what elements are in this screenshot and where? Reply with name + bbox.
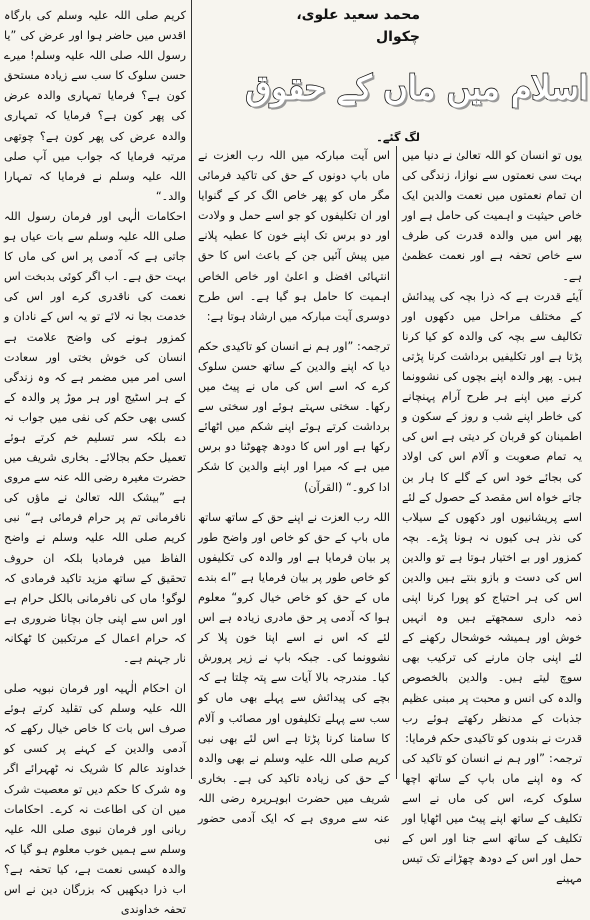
paragraph-spacer: [198, 327, 390, 337]
column-left-paragraph: کریم صلی اللہ علیہ وسلم کی بارگاہ اقدس میں حاضر ہوا اور عرض کی ”یا رسول اللہ صلی اللہ علیہ وسلم! میرے حسن سلوک کا سب سے زیادہ مستحق کون ہے؟ فرمایا تمہاری والدہ عرض کی پھر کون ہے؟ فرمایا کہ تمہاری والدہ عرض کی پھر کون ہے؟ چوتھی مرتبہ فرمایا کہ جواب میں آپ صلی اللہ علیہ وسلم نے فرمایا کہ تمہارا والد۔“: [4, 9, 186, 203]
paragraph-spacer: [198, 498, 390, 508]
column-middle-paragraph: اس آیت مبارکہ میں اللہ رب العزت نے ماں باپ دونوں کے حق کی تاکید فرمائی مگر ماں کو پھر خاص الگ کر کے گنوایا اور ان تکلیفوں کو جو اسے حمل و ولادت اور دو برس تک اپنے خون کا عطیہ پلانے میں پیش آئیں جن کے باعث اس کا حق انتہائی افضل و اعلیٰ اور خاص الخاص اہمیت کا حامل ہو گیا ہے۔ اس طرح دوسری آیت مبارکہ میں ارشاد ہوتا ہے:: [198, 149, 390, 323]
column-left-paragraph: ان احکام الٰہیہ اور فرمان نبویہ صلی اللہ علیہ وسلم کی تقلید کرتے ہوئے صرف اس بات کا خاص خیال رکھے کہ آدمی والدین کے کہنے پر کسی کو خداوند عالم کا شریک نہ ٹھہرائے اگر وہ شرک کا حکم دیں تو معصیت شرک میں ان کی اطاعت نہ کرے۔ احکامات ربانی اور فرمان نبوی صلی اللہ علیہ وسلم سے ہمیں خوب معلوم ہو گیا کہ والدہ کیسی نعمت ہے، کیا تحفہ ہے؟ اب ذرا دیکھیں کہ بزرگان دین نے اس تحفہ خداوندی: [4, 682, 186, 917]
column-right: [402, 146, 582, 886]
article-title: اسلام میں ماں کے حقوق: [245, 68, 588, 107]
column-divider-right: [396, 146, 397, 779]
column-middle-paragraph: ترجمہ: ”اور ہم نے انسان کو تاکیدی حکم دیا کہ اپنے والدین کے ساتھ حسن سلوک کرے کہ اسے اس کی ماں نے پیٹ میں رکھا۔ سختی سہتے ہوئے اور سختی سے برداشت کرتے ہوئے اپنے شکم میں اٹھائے رکھا ہے اور اس کا دودھ چھوٹنا دو برس میں ہے کہ میرا اور اپنے والدین کا شکر ادا کرو۔“ (القرآن): [198, 339, 390, 494]
paragraph-spacer: [4, 669, 186, 679]
column-right-paragraph: ترجمہ: ”اور ہم نے انسان کو تاکید کی کہ وہ اپنے ماں باپ کے ساتھ اچھا سلوک کرے، اس کی ماں نے اسے تکلیف کے ساتھ اپنے پیٹ میں اٹھایا اور تکلیف کے ساتھ اسے جنا اور اس کے حمل اور اس کے دودھ چھڑانے تک تیس مہینے: [402, 751, 582, 886]
column-right-paragraph: آیئے قدرت ہے کہ ذرا بچہ کی پیدائش کے مختلف مراحل میں دکھوں اور تکالیف سے بچہ کی والدہ کو کیا کرنا پڑتا ہے اور تکلیفیں برداشت کرنا پڑتی ہیں۔ پھر والدہ اپنے بچوں کی نشوونما کرنے میں اپنے ہر طرح آرام پہنچانے کی خاطر اپنے شب و روز کے سکون و اطمینان کو قربان کر دیتی ہے اس کی یہ تمام صعوبت و آلام اس کی اولاد کی بجائے خود اس کے گلے کا ہار بن جاتے خواہ اس مقصد کے حصول کے لئے اسے پریشانیوں اور دکھوں کے سیلاب کی نذر ہی کیوں نہ ہونا پڑے۔ بچہ کمزور اور بے اختیار ہوتا ہے تو والدین اس کی دست و بازو بنتے ہیں والدین اس کی ہر احتیاج کو پورا کرنا اپنی ذمہ داری سمجھتے ہیں وہ انہیں خوش اور ہمیشہ خوشحال رکھنے کے لئے اپنی جان مارنے کی ترکیب بھی سوچ لیتے ہیں۔ والدین بالخصوص والدہ کی انس و محبت پر مبنی عظیم جذبات کے مدنظر رکھتے ہوئے رب قدرت نے بندوں کو تاکیدی حکم فرمایا:: [402, 289, 582, 745]
column-middle: [198, 146, 390, 846]
column-middle-paragraph: اللہ رب العزت نے اپنے حق کے ساتھ ساتھ ماں باپ کے حق کو خاص اور واضح طور پر بیان فرمایا ہے اور والدہ کی تکلیفوں کو خاص طور پر بیان فرمایا ہے ”اے بندے ماں کے حق کو خاص خیال کرو“ معلوم ہوا کہ آدمی پر حق مادری زیادہ ہے اس لئے کہ اس نے اسے اپنا خون پلا کر نشوونما کی۔ جبکہ باپ نے زیر پرورش کیا۔ مندرجہ بالا آیات سے پتہ چلتا ہے کہ بچے کی پیدائش سے پہلے بھی ماں کو سب سے پہلے تکلیفوں اور مصائب و آلام کا سامنا کرنا پڑتا ہے اس لئے بھی نبی کریم صلی اللہ علیہ وسلم نے بھی والدہ کے حق کی زیادہ تاکید کی ہے۔ بخاری شریف میں حضرت ابوہریرہ رضی اللہ عنہ سے مروی ہے کہ ایک آدمی حضور نبی: [198, 510, 390, 846]
title-tail-text: لگ گئے۔: [376, 131, 420, 144]
column-left-paragraph: احکامات الٰہی اور فرمان رسول اللہ صلی اللہ علیہ وسلم سے بات عیاں ہو جاتی ہے کہ آدمی پر اس کی ماں کا بہت حق ہے۔ اب اگر کوئی بدبخت اس نعمت کی ناقدری کرے اور اس کی خدمت بجا نہ لائے تو یہ اس کے نادان و کمزور ہونے کی واضح علامت ہے انسان کی خوش بختی اور سعادت اسی امر میں مضمر ہے کہ وہ زندگی کے ہر اسٹیج اور ہر موڑ پر والدہ کے کسی بھی حکم کی نفی میں جواب نہ دے بلکہ سر تسلیم خم کرتے ہوئے تعمیل حکم بجالائے۔ بخاری شریف میں حضرت مغیرہ رضی اللہ عنہ سے مروی ہے ”بیشک اللہ تعالیٰ نے ماؤں کی نافرمانی تم پر حرام فرمائی ہے“ نبی کریم صلی اللہ علیہ وسلم نے واضح الفاظ میں فرمادیا بلکہ ان حروف تحقیق کے ساتھ مزید تاکید فرمادی کہ لوگو! ماں کی نافرمانی بالکل حرام ہے اور اس سے اپنی جان بچانا ضروری ہے کہ حرام اعمال کے مرتکبین کا ٹھکانہ نار جہنم ہے۔: [3, 209, 186, 665]
column-divider-left: [191, 0, 192, 779]
column-right-paragraph: یوں تو انسان کو اللہ تعالیٰ نے دنیا میں بہت سی نعمتوں سے نوازا، زندگی کی ان تمام نعمتوں میں نعمت والدین ایک خاص حیثیت و اہمیت کی حامل ہے اور پھر اس میں والدہ قدرت کی طرف سے خاص تحفہ ہے اور نعمت عظمیٰ ہے۔: [402, 149, 582, 283]
article-byline: محمد سعید علوی، چکوال: [296, 7, 420, 45]
column-left: [3, 6, 186, 917]
